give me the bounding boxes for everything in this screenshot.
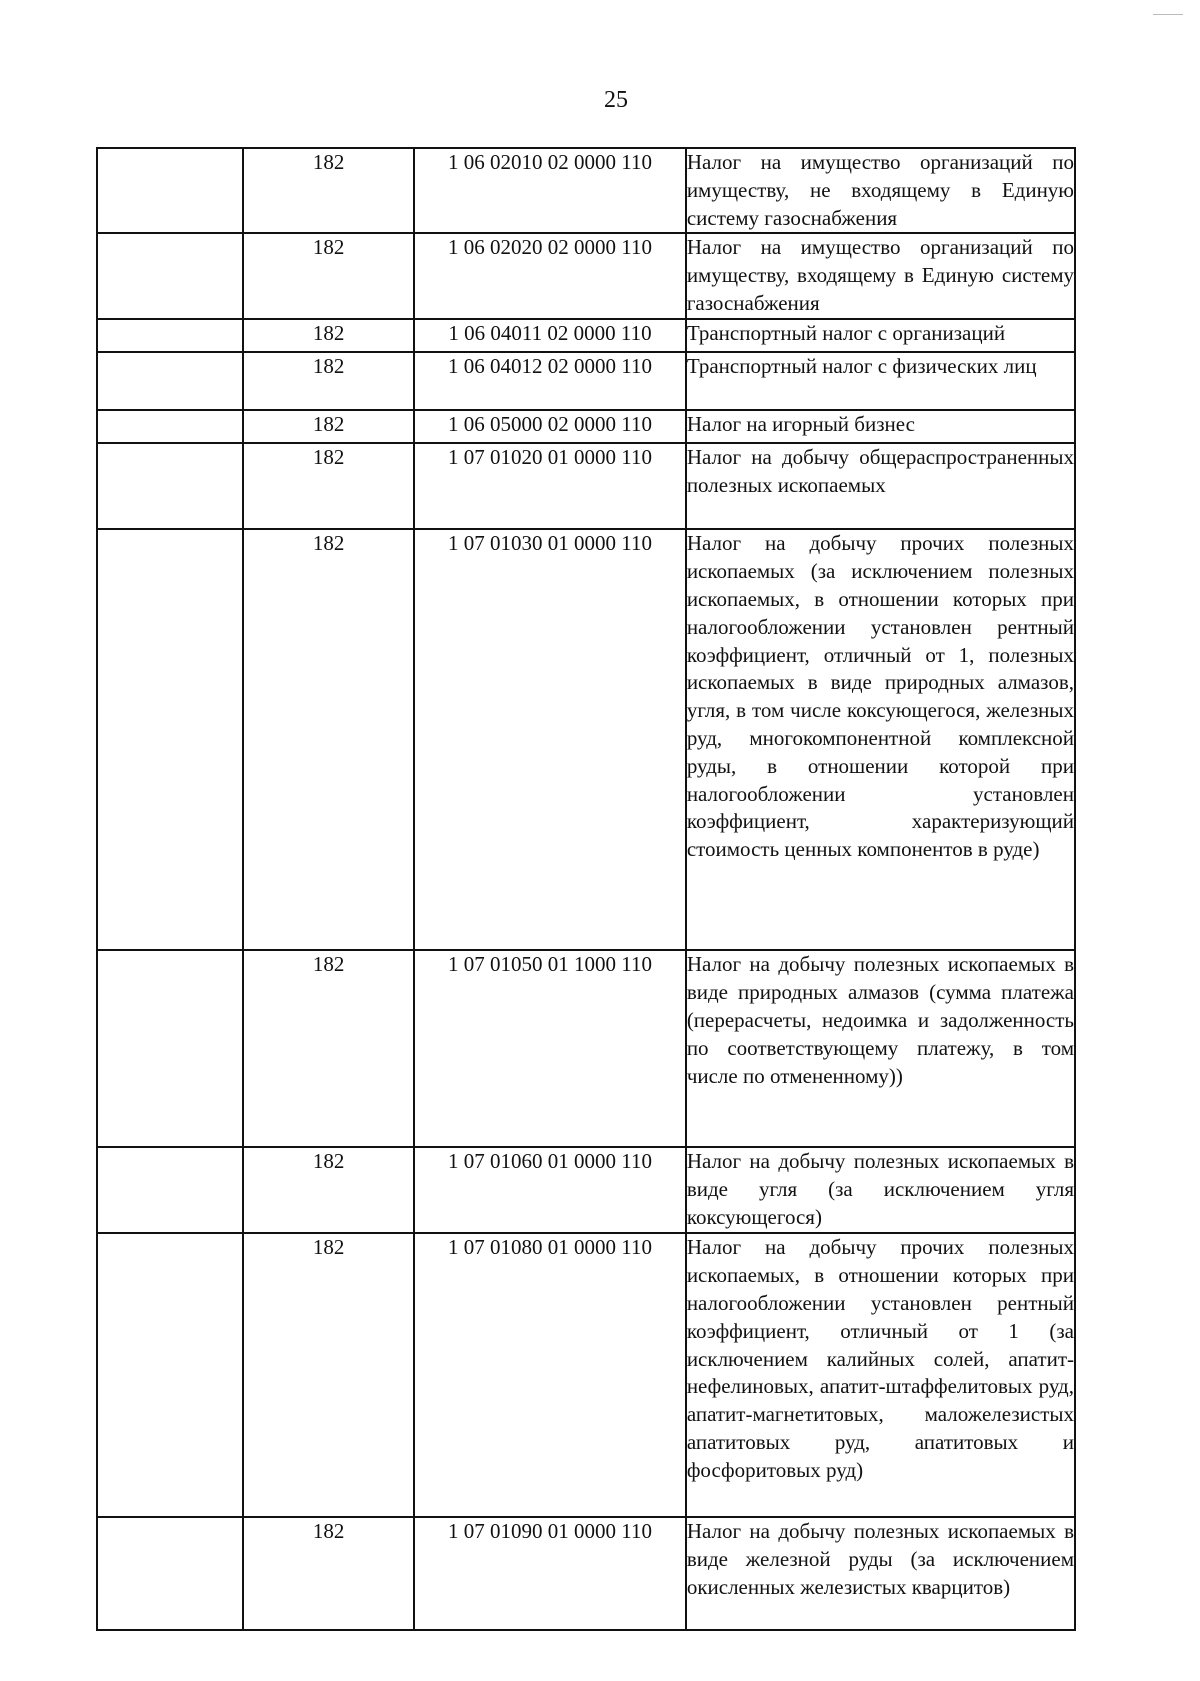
page-number: 25 — [604, 87, 628, 113]
budget-code-cell: 1 06 02010 02 0000 110 — [414, 148, 686, 233]
budget-code-cell: 1 07 01050 01 1000 110 — [414, 950, 686, 1147]
empty-cell — [97, 529, 243, 950]
admin-code-cell: 182 — [243, 1517, 414, 1630]
table-row — [97, 233, 1075, 319]
income-name-cell: Налог на добычу прочих полезных ископаемых, в отношении которых при налогообложении установлен рентный коэффициент, отличный от 1 (за исключением калийных солей, апатит-нефелиновых, апатит-штаффелитовых руд, апатит-магнетитовых, маложелезистых апатитовых руд, апатитовых и фосфоритовых руд) — [686, 1233, 1075, 1517]
table-row — [97, 319, 1075, 352]
budget-code-cell: 1 07 01080 01 0000 110 — [414, 1233, 686, 1517]
budget-code-cell: 1 07 01020 01 0000 110 — [414, 443, 686, 529]
empty-cell — [97, 352, 243, 410]
budget-code-cell: 1 06 02020 02 0000 110 — [414, 233, 686, 319]
admin-code-cell: 182 — [243, 148, 414, 233]
table-row — [97, 148, 1075, 233]
income-name-cell: Налог на добычу полезных ископаемых в виде железной руды (за исключением окисленных железистых кварцитов) — [686, 1517, 1075, 1630]
budget-code-cell: 1 07 01060 01 0000 110 — [414, 1147, 686, 1233]
budget-code-cell: 1 06 04012 02 0000 110 — [414, 352, 686, 410]
admin-code-cell: 182 — [243, 410, 414, 443]
income-name-cell: Налог на игорный бизнес — [686, 410, 1075, 443]
income-name-cell: Транспортный налог с организаций — [686, 319, 1075, 352]
income-name-cell: Налог на добычу общераспространенных полезных ископаемых — [686, 443, 1075, 529]
empty-cell — [97, 1233, 243, 1517]
table-row — [97, 352, 1075, 410]
budget-code-cell: 1 07 01090 01 0000 110 — [414, 1517, 686, 1630]
table-row — [97, 443, 1075, 529]
admin-code-cell: 182 — [243, 1147, 414, 1233]
table-row — [97, 529, 1075, 950]
empty-cell — [97, 1517, 243, 1630]
empty-cell — [97, 148, 243, 233]
income-name-cell: Налог на добычу полезных ископаемых в виде угля (за исключением угля коксующегося) — [686, 1147, 1075, 1233]
empty-cell — [97, 950, 243, 1147]
admin-code-cell: 182 — [243, 319, 414, 352]
income-name-cell: Налог на имущество организаций по имуществу, входящему в Единую систему газоснабжения — [686, 233, 1075, 319]
table-row — [97, 1517, 1075, 1630]
table-row — [97, 1233, 1075, 1517]
admin-code-cell: 182 — [243, 233, 414, 319]
income-name-cell: Налог на добычу прочих полезных ископаемых (за исключением полезных ископаемых, в отношении которых при налогообложении установлен рентный коэффициент, отличный от 1, полезных ископаемых в виде природных алмазов, угля, в том числе коксующегося, железных руд, многокомпонентной комплексной руды, в отношении которой при налогообложении установлен коэффициент, характеризующий стоимость ценных компонентов в руде) — [686, 529, 1075, 950]
empty-cell — [97, 443, 243, 529]
admin-code-cell: 182 — [243, 529, 414, 950]
income-name-cell: Налог на добычу полезных ископаемых в виде природных алмазов (сумма платежа (перерасчеты, недоимка и задолженность по соответствующему платежу, в том числе по отмененному)) — [686, 950, 1075, 1147]
income-name-cell: Налог на имущество организаций по имуществу, не входящему в Единую систему газоснабжения — [686, 148, 1075, 233]
empty-cell — [97, 410, 243, 443]
budget-code-cell: 1 07 01030 01 0000 110 — [414, 529, 686, 950]
admin-code-cell: 182 — [243, 352, 414, 410]
scan-artifact-line — [1153, 14, 1183, 15]
income-name-cell: Транспортный налог с физических лиц — [686, 352, 1075, 410]
table-row — [97, 410, 1075, 443]
empty-cell — [97, 233, 243, 319]
budget-code-cell: 1 06 05000 02 0000 110 — [414, 410, 686, 443]
admin-code-cell: 182 — [243, 1233, 414, 1517]
budget-codes-table — [96, 147, 1076, 1631]
admin-code-cell: 182 — [243, 950, 414, 1147]
empty-cell — [97, 319, 243, 352]
budget-code-cell: 1 06 04011 02 0000 110 — [414, 319, 686, 352]
table-row — [97, 950, 1075, 1147]
admin-code-cell: 182 — [243, 443, 414, 529]
table-row — [97, 1147, 1075, 1233]
empty-cell — [97, 1147, 243, 1233]
